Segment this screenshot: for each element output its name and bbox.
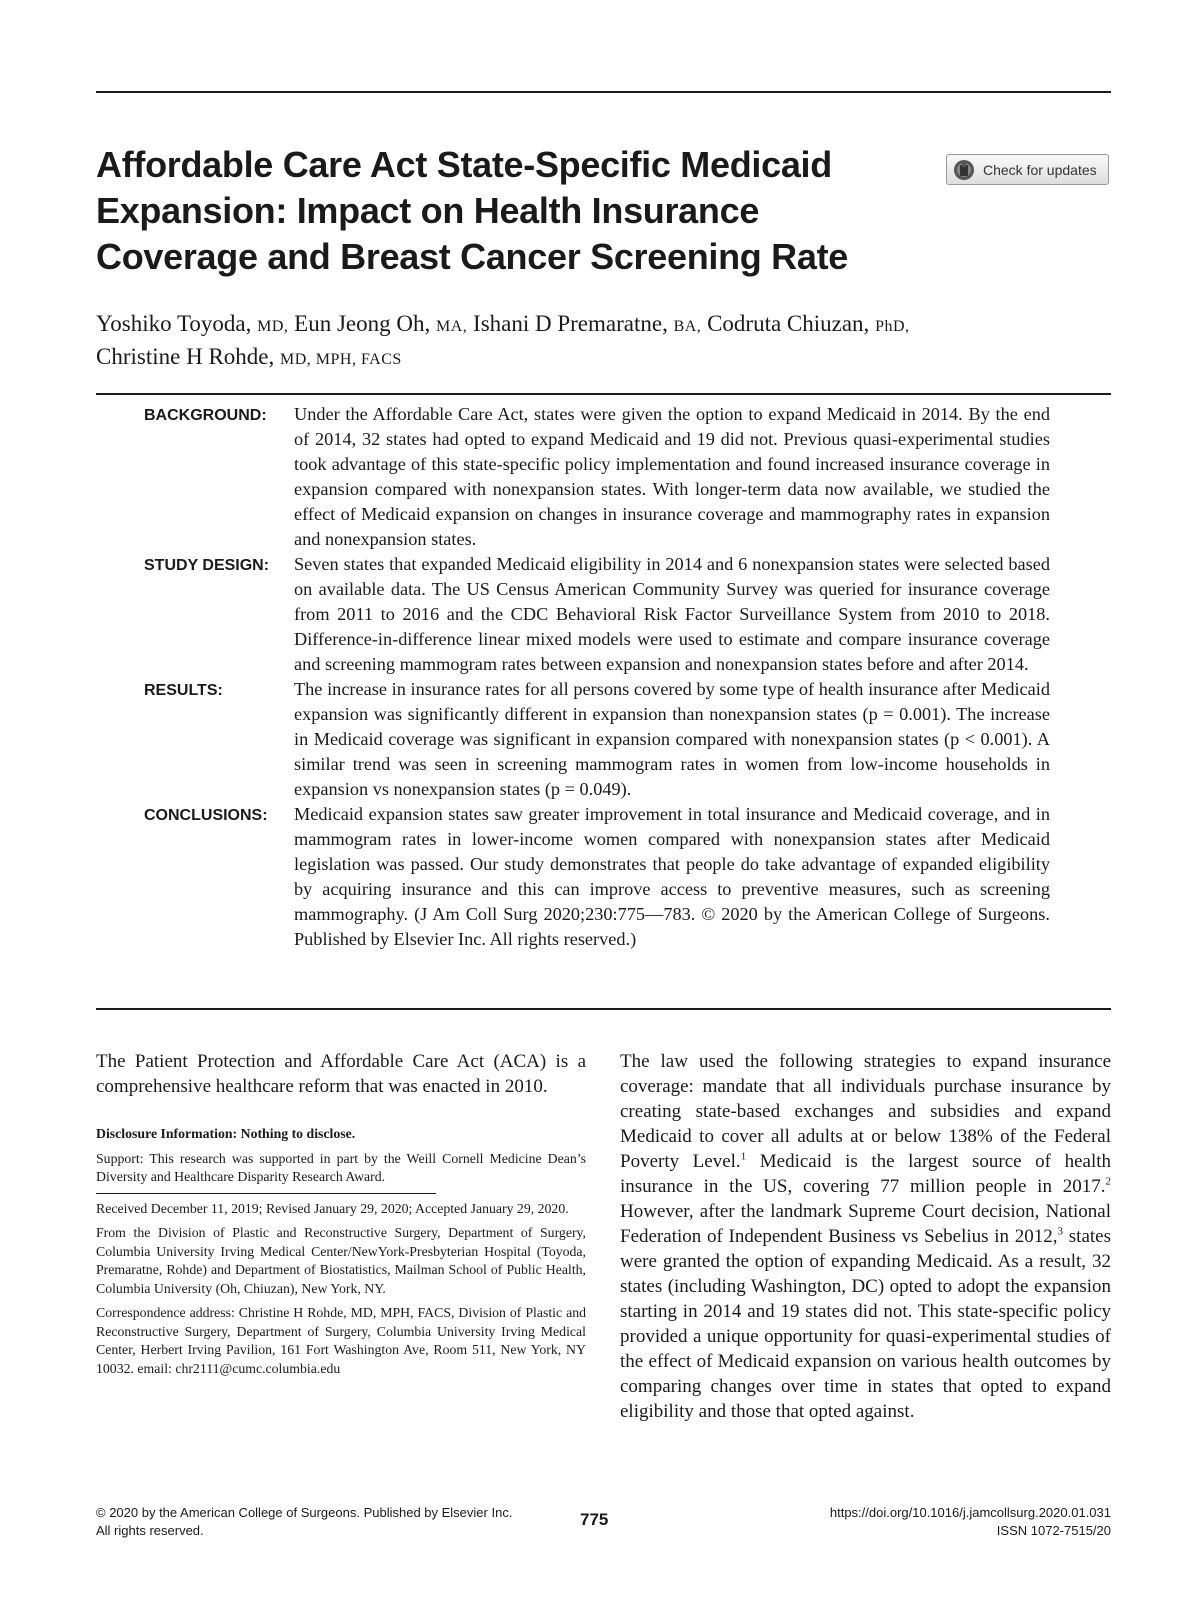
- left-column: [96, 1049, 586, 1384]
- reference-marker[interactable]: 3: [1057, 1225, 1064, 1238]
- body-text-segment: states were granted the option of expanding Medicaid. As a result, 32 states (including Washington, DC) opted to adopt the expansion starting in 2014 and 19 states did not. This state-specific policy provided a unique opportunity for quasi-experimental studies of the effect of Medicaid expansion on various health outcomes by comparing changes over time in states that opted to expand eligibility and those that opted against.: [620, 1226, 1111, 1422]
- top-rule: [96, 91, 1111, 93]
- abstract-text: The increase in insurance rates for all persons covered by some type of health insurance after Medicaid expansion was significantly different in expansion than nonexpansion states (p = 0.001). The increase in Medicaid coverage was significant in expansion compared with nonexpansion states (p < 0.001). A similar trend was seen in screening mammogram rates in women from low-income households in expansion vs nonexpansion states (p = 0.049).: [294, 679, 1050, 799]
- author-list: [96, 309, 1111, 375]
- reference-marker[interactable]: 2: [1105, 1175, 1111, 1188]
- abstract: [96, 402, 1111, 952]
- footer-identifiers: [760, 1504, 1111, 1540]
- author-name: Eun Jeong Oh,: [294, 311, 431, 336]
- author-credentials: MD, MPH, FACS: [280, 351, 402, 368]
- support-note: Support: This research was supported in part by the Weill Cornell Medicine Dean’s Diversity and Healthcare Disparity Research Award.: [96, 1150, 586, 1184]
- abstract-text: Under the Affordable Care Act, states were given the option to expand Medicaid in 2014. By the end of 2014, 32 states had opted to expand Medicaid and 19 did not. Previous quasi-experimental studies took advantage of this state-specific policy implementation and found increased insurance coverage in expansion compared with nonexpansion states. With longer-term data now available, we studied the effect of Medicaid expansion on changes in insurance coverage and mammography rates in expansion and nonexpansion states.: [294, 404, 1050, 549]
- abstract-text: Seven states that expanded Medicaid eligibility in 2014 and 6 nonexpansion states were selected based on available data. The US Census American Community Survey was queried for insurance coverage from 2011 to 2016 and the CDC Behavioral Risk Factor Surveillance System from 2010 to 2018. Difference-in-difference linear mixed models were used to estimate and compare insurance coverage and screening mammogram rates between expansion and nonexpansion states before and after 2014.: [294, 554, 1050, 674]
- intro-paragraph: The Patient Protection and Affordable Care Act (ACA) is a comprehensive healthcare reform that was enacted in 2010.: [96, 1051, 586, 1097]
- footer-copyright: [96, 1504, 512, 1540]
- crossmark-icon: [953, 159, 975, 181]
- notes-divider: [96, 1193, 436, 1194]
- author-credentials: MA,: [436, 318, 468, 335]
- copyright-line: All rights reserved.: [96, 1523, 204, 1538]
- abstract-section-results: [96, 677, 1111, 802]
- right-column: [620, 1049, 1111, 1424]
- reference-marker[interactable]: 1: [740, 1150, 747, 1163]
- abstract-top-rule: [96, 393, 1111, 395]
- issn: ISSN 1072-7515/20: [996, 1523, 1111, 1538]
- check-for-updates-button[interactable]: [946, 154, 1109, 185]
- author-name: Christine H Rohde,: [96, 344, 275, 369]
- body-text-segment: Medicaid is the largest source of health insurance in the US, covering 77 million people in 2017.: [620, 1151, 1111, 1197]
- author-name: Ishani D Premaratne,: [473, 311, 668, 336]
- abstract-label: STUDY DESIGN:: [144, 557, 270, 574]
- article-title: Affordable Care Act State-Specific Medicaid Expansion: Impact on Health Insurance Coverage and Breast Cancer Screening Rate: [96, 144, 848, 277]
- abstract-section-study-design: [96, 552, 1111, 677]
- author-credentials: BA,: [673, 318, 702, 335]
- doi-link[interactable]: https://doi.org/10.1016/j.jamcollsurg.2020.01.031: [829, 1505, 1111, 1520]
- body-text-segment: However, after the landmark Supreme Court decision, National Federation of Independent Business vs Sebelius in 2012,: [620, 1201, 1111, 1247]
- author-name: Codruta Chiuzan,: [707, 311, 870, 336]
- author-name: Yoshiko Toyoda,: [96, 311, 252, 336]
- abstract-label: CONCLUSIONS:: [144, 807, 268, 824]
- body-paragraph: [620, 1049, 1111, 1424]
- disclosure-note: Disclosure Information: Nothing to disclose.: [96, 1126, 356, 1141]
- body-text-segment: The law used the following strategies to expand insurance coverage: mandate that all individuals purchase insurance by creating state-based exchanges and subsidies and expand Medicaid to cover all adults at or below 138% of the Federal Poverty Level.: [620, 1051, 1111, 1172]
- received-note: Received December 11, 2019; Revised January 29, 2020; Accepted January 29, 2020.: [96, 1200, 569, 1216]
- abstract-section-conclusions: [96, 802, 1111, 952]
- correspondence-note: Correspondence address: Christine H Rohde, MD, MPH, FACS, Division of Plastic and Reconstructive Surgery, Department of Surgery, Columbia University Irving Medical Center, Herbert Irving Pavilion, 161 Fort Washington Ave, Room 511, New York, NY 10032. email: chr2111@cumc.columbia.edu: [96, 1305, 586, 1376]
- copyright-line: © 2020 by the American College of Surgeons. Published by Elsevier Inc.: [96, 1505, 513, 1520]
- abstract-text: Medicaid expansion states saw greater improvement in total insurance and Medicaid coverage, and in mammogram rates in lower-income women compared with nonexpansion states after Medicaid legislation was passed. Our study demonstrates that people do take advantage of expanded eligibility by acquiring insurance and this can improve access to preventive measures, such as screening mammography. (J Am Coll Surg 2020;230:775—783. © 2020 by the American College of Surgeons. Published by Elsevier Inc. All rights reserved.): [294, 804, 1050, 949]
- author-credentials: PhD,: [875, 318, 910, 335]
- article-notes: [96, 1125, 586, 1378]
- affiliation-note: From the Division of Plastic and Reconstructive Surgery, Department of Surgery, Columbia University Irving Medical Center/NewYork-Presbyterian Hospital (Toyoda, Premaratne, Rohde) and Department of Biostatistics, Mailman School of Public Health, Columbia University (Oh, Chiuzan), New York, NY.: [96, 1225, 586, 1296]
- abstract-section-background: [96, 402, 1111, 552]
- check-for-updates-label: Check for updates: [983, 161, 1097, 178]
- author-credentials: MD,: [257, 318, 289, 335]
- page-number: 775: [580, 1510, 609, 1529]
- abstract-label: RESULTS:: [144, 682, 223, 699]
- abstract-bottom-rule: [96, 1008, 1111, 1010]
- abstract-label: BACKGROUND:: [144, 407, 267, 424]
